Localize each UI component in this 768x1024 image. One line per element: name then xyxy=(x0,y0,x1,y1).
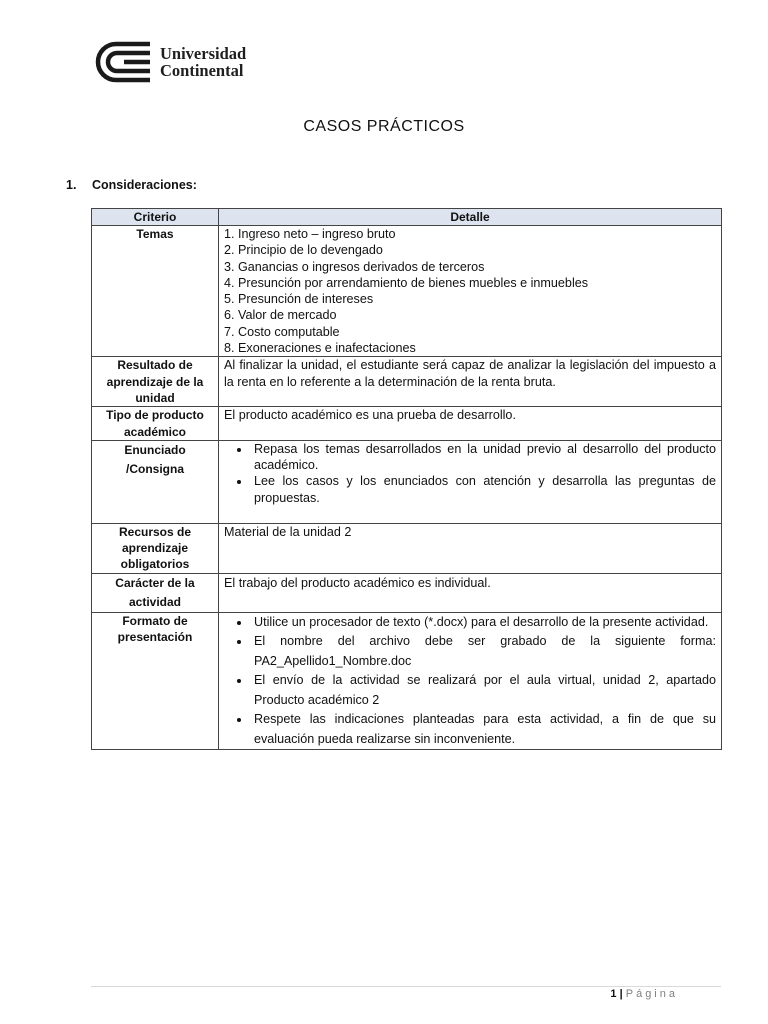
page-footer xyxy=(610,988,678,1000)
page-label: Página xyxy=(625,988,678,1000)
section-heading xyxy=(66,178,197,192)
topic-item: 2. Principio de lo devengado xyxy=(224,243,383,258)
page-separator: | xyxy=(619,988,623,1000)
table-row-caracter xyxy=(92,573,722,612)
logo-line-1: Universidad xyxy=(160,44,247,63)
detail-cell xyxy=(219,440,722,523)
page-number: 1 xyxy=(610,988,617,1000)
table-row-recursos xyxy=(92,523,722,573)
criterion-cell: Formato de presentación xyxy=(92,612,219,750)
footer-divider xyxy=(91,986,721,987)
header-criterio: Criterio xyxy=(92,209,219,226)
table-row-formato xyxy=(92,612,722,750)
section-label: Consideraciones: xyxy=(92,178,197,192)
criterion-cell: Resultado de aprendizaje de la unidad xyxy=(92,357,219,407)
list-item: • Lee los casos y los enunciados con atención y desarrolla las preguntas de propuestas. xyxy=(251,473,716,506)
topic-item: 4. Presunción por arrendamiento de bienes muebles e inmuebles xyxy=(224,275,589,290)
detail-cell: El producto académico es una prueba de desarrollo. xyxy=(219,407,722,441)
detail-cell: Material de la unidad 2 xyxy=(219,523,722,573)
table-header-row xyxy=(92,209,722,226)
criterion-cell: Recursos de aprendizaje obligatorios xyxy=(92,523,219,573)
topic-item: 6. Valor de mercado xyxy=(224,308,337,323)
detail-cell xyxy=(219,226,722,357)
table-row-resultado xyxy=(92,357,722,407)
instruction-list xyxy=(224,441,716,506)
table-row-temas xyxy=(92,226,722,357)
detail-cell: Al finalizar la unidad, el estudiante será capaz de analizar la legislación del impuesto a la renta en lo referente a la determinación de la renta bruta. xyxy=(219,357,722,407)
list-item: • El envío de la actividad se realizará por el aula virtual, unidad 2, apartado Producto académico 2 xyxy=(251,671,716,710)
topic-item: 1. Ingreso neto – ingreso bruto xyxy=(224,227,396,241)
list-item: • Respete las indicaciones planteadas para esta actividad, a fin de que su evaluación pueda realizarse sin inconveniente. xyxy=(251,710,716,749)
logo-line-2: Continental xyxy=(160,61,244,80)
list-item: • Utilice un procesador de texto (*.docx) para el desarrollo de la presente actividad. xyxy=(251,613,716,633)
detail-cell xyxy=(219,612,722,750)
header-detalle: Detalle xyxy=(219,209,722,226)
criterion-cell: Enunciado /Consigna xyxy=(92,440,219,523)
university-logo xyxy=(90,40,246,84)
university-name xyxy=(160,45,246,79)
considerations-table xyxy=(91,208,722,750)
continental-logo-icon xyxy=(90,40,152,84)
table-row-tipo xyxy=(92,407,722,441)
topic-item: 5. Presunción de intereses xyxy=(224,292,374,307)
topic-item: 3. Ganancias o ingresos derivados de terceros xyxy=(224,259,485,274)
page-title: CASOS PRÁCTICOS xyxy=(303,118,465,135)
list-item: • El nombre del archivo debe ser grabado de la siguiente forma: PA2_Apellido1_Nombre.doc xyxy=(251,632,716,671)
criterion-cell: Tipo de producto académico xyxy=(92,407,219,441)
table-row-enunciado xyxy=(92,440,722,523)
section-number: 1. xyxy=(66,178,77,192)
criterion-cell: Temas xyxy=(92,226,219,357)
topic-item: 7. Costo computable xyxy=(224,324,340,339)
detail-cell: El trabajo del producto académico es individual. xyxy=(219,573,722,612)
topic-item: 8. Exoneraciones e inafectaciones xyxy=(224,341,416,356)
format-list xyxy=(224,613,716,750)
list-item: • Repasa los temas desarrollados en la unidad previo al desarrollo del producto académico. xyxy=(251,441,716,474)
criterion-cell: Carácter de la actividad xyxy=(92,573,219,612)
